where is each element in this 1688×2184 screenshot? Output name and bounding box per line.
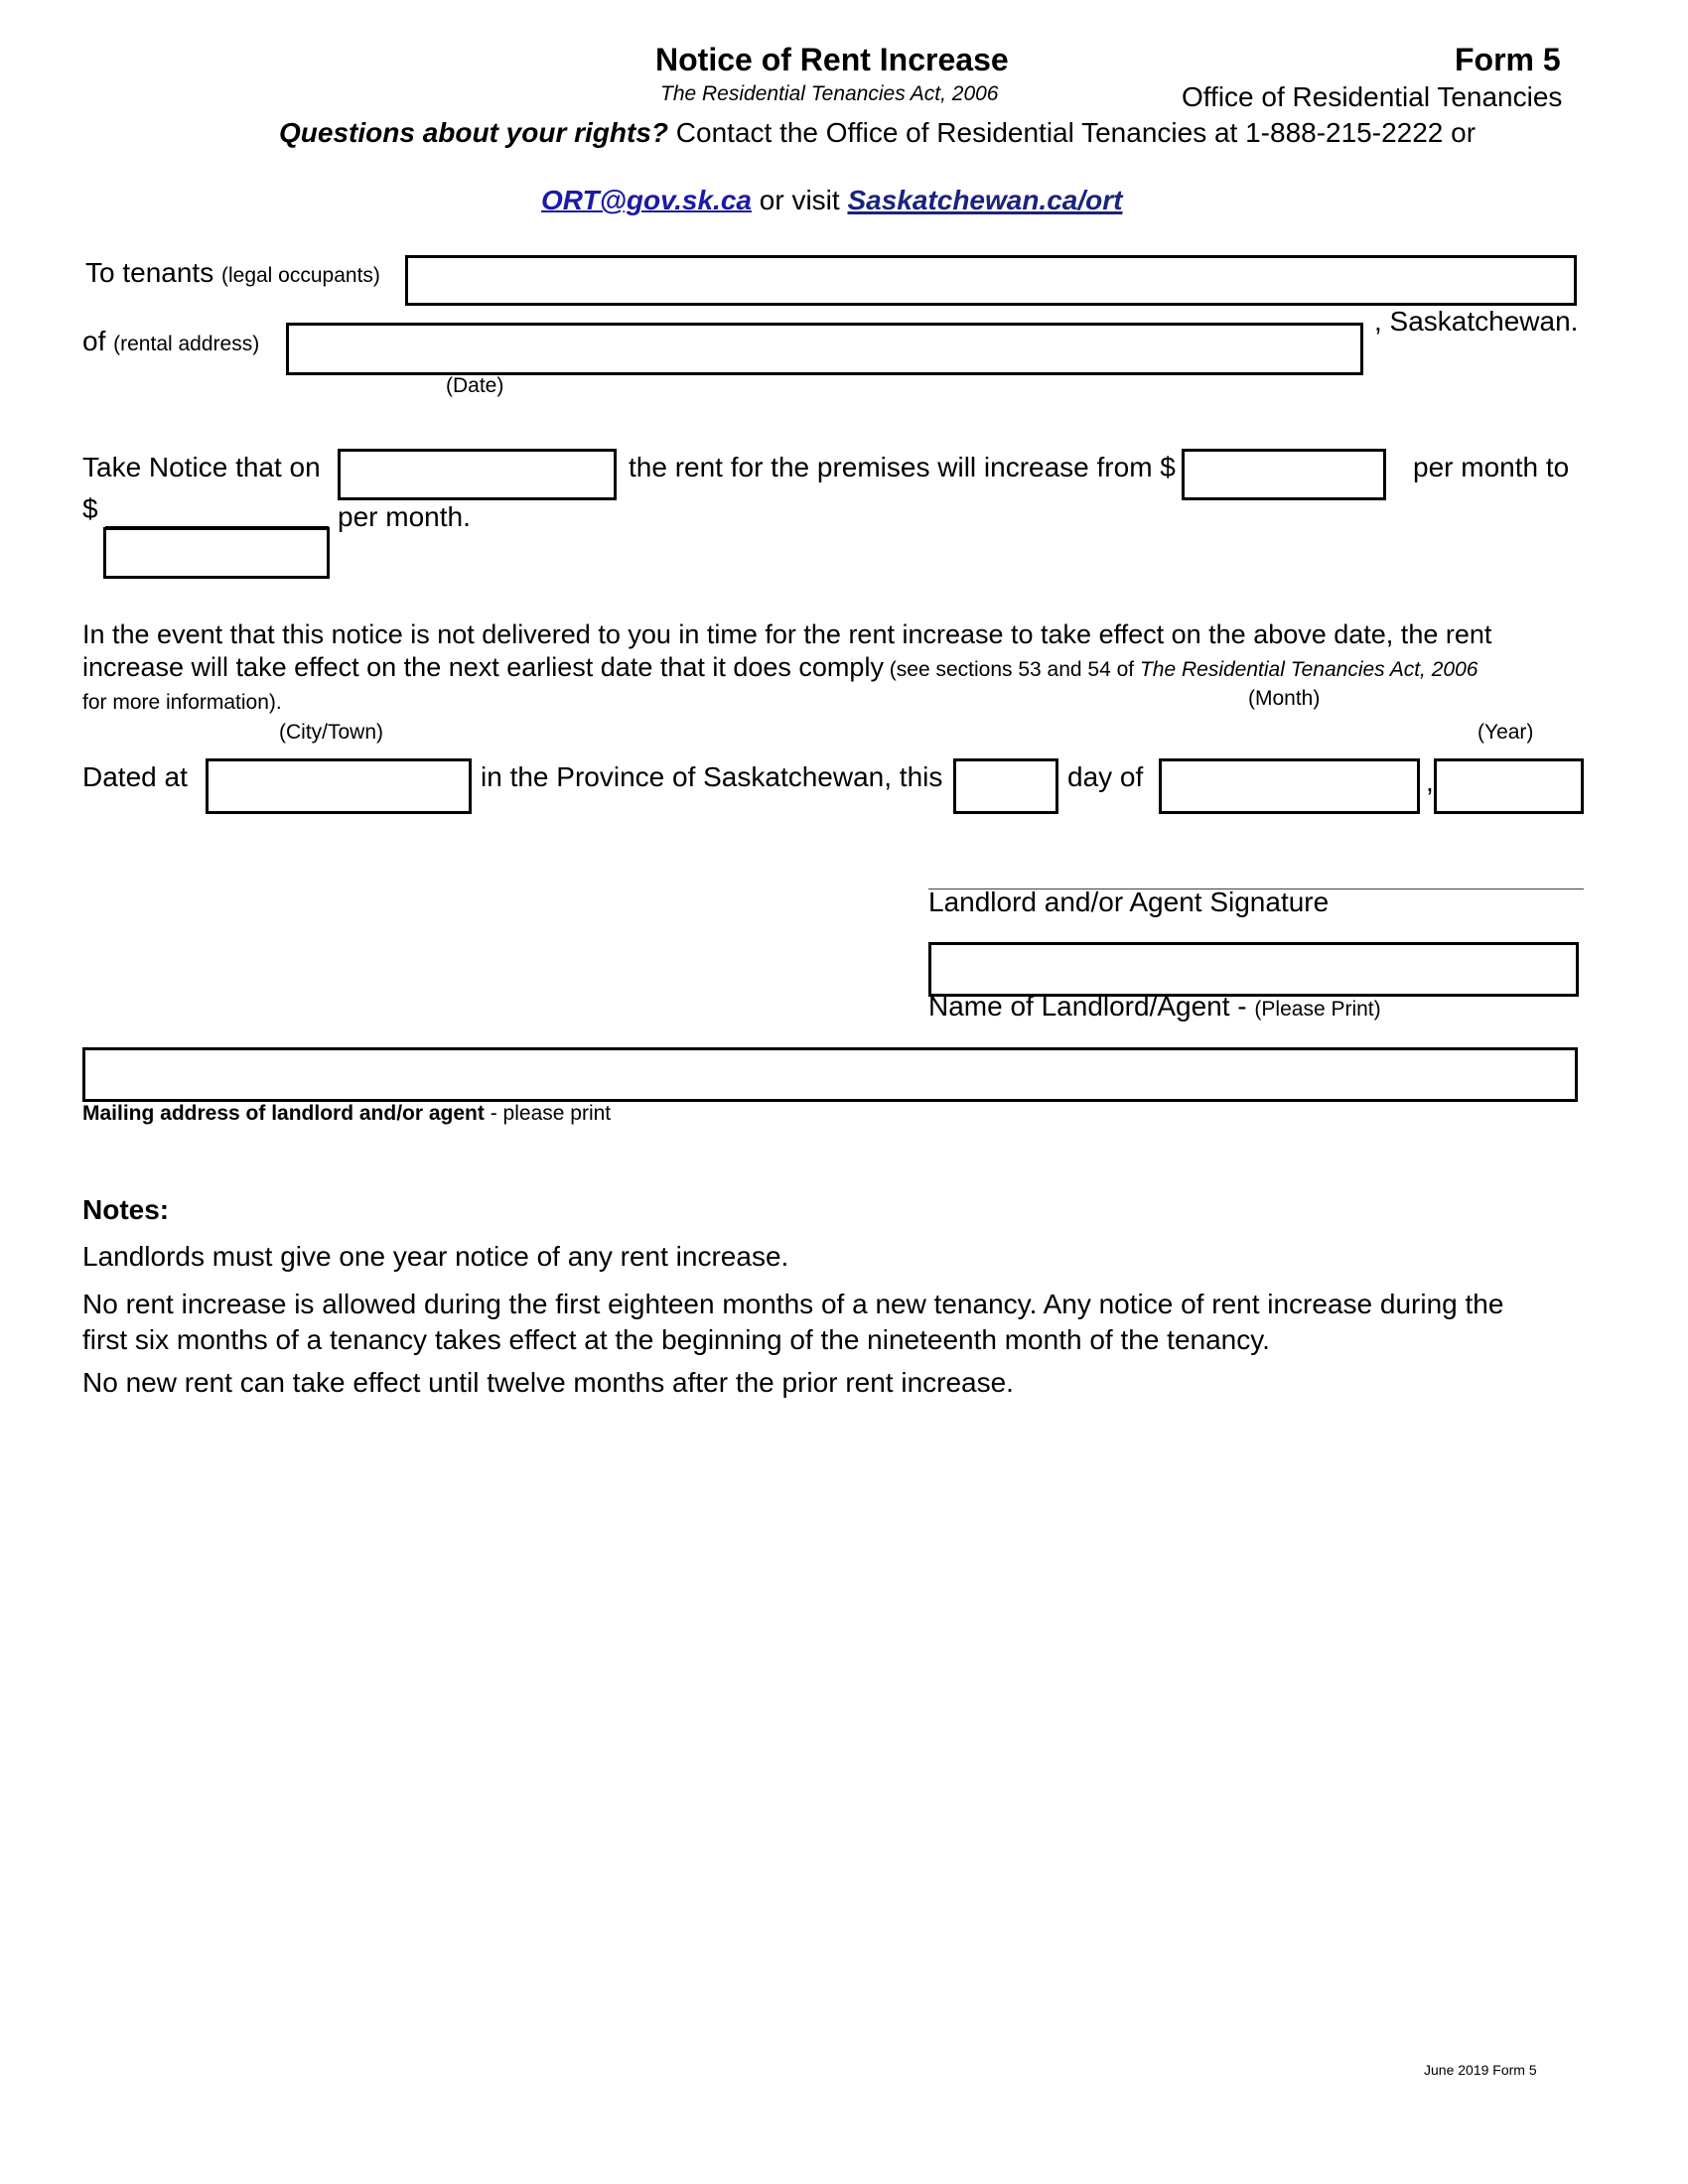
mailing-address-label-rest: - please print [484, 1102, 612, 1125]
event-line-2 [82, 652, 1477, 683]
note-2-line-1: No rent increase is allowed during the first eighteen months of a new tenancy. Any notice of rent increase during the [82, 1289, 1504, 1319]
mailing-address-label [82, 1102, 611, 1126]
month-caption: (Month) [1248, 687, 1321, 710]
event-line-1: In the event that this notice is not delivered to you in time for the rent increase to take effect on the above date, the rent [82, 619, 1492, 649]
or-visit-text: or visit [751, 185, 848, 215]
rental-address-field[interactable] [286, 323, 1363, 375]
dated-at-text: Dated at [82, 761, 188, 792]
new-rent-field[interactable] [103, 527, 330, 579]
form-number: Form 5 [1455, 42, 1561, 77]
take-notice-text: Take Notice that on [82, 452, 321, 482]
act-subtitle: The Residential Tenancies Act, 2006 [660, 82, 999, 105]
landlord-name-label-small: (Please Print) [1254, 998, 1381, 1021]
saskatchewan-suffix: , Saskatchewan. [1374, 306, 1579, 337]
per-month-to-text: per month to [1413, 452, 1570, 482]
footer-text: June 2019 Form 5 [1424, 2062, 1537, 2078]
note-3: No new rent can take effect until twelve months after the prior rent increase. [82, 1367, 1014, 1398]
mailing-address-field[interactable] [82, 1047, 1578, 1102]
tenants-field[interactable] [405, 255, 1577, 306]
email-link[interactable]: ORT@gov.sk.ca [541, 185, 752, 215]
tenants-label-small: (legal occupants) [220, 264, 380, 287]
landlord-name-label [928, 991, 1381, 1023]
month-field[interactable] [1159, 758, 1420, 814]
date-comma: , [1426, 766, 1434, 797]
website-link[interactable]: Saskatchewan.ca/ort [847, 185, 1123, 215]
event-line-2-main: increase will take effect on the next earliest date that it does comply [82, 652, 884, 682]
mailing-address-label-bold: Mailing address of landlord and/or agent [82, 1102, 485, 1125]
year-field[interactable] [1434, 758, 1584, 814]
city-field[interactable] [206, 758, 472, 814]
contact-links [541, 185, 1122, 216]
questions-text: Contact the Office of Residential Tenancies at 1-888-215-2222 or [668, 117, 1477, 148]
landlord-name-field[interactable] [928, 942, 1579, 997]
day-of-text: day of [1067, 761, 1144, 792]
rent-increase-text: the rent for the premises will increase from $ [629, 452, 1176, 482]
per-month-text: per month. [338, 501, 471, 532]
tenants-label [85, 257, 380, 289]
form-title: Notice of Rent Increase [655, 42, 1009, 77]
note-2-line-2: first six months of a tenancy takes effect at the beginning of the nineteenth month of the tenancy. [82, 1324, 1270, 1355]
note-1: Landlords must give one year notice of any rent increase. [82, 1241, 789, 1272]
year-caption: (Year) [1477, 721, 1534, 744]
tenants-label-main: To tenants [85, 257, 214, 288]
current-rent-field[interactable] [1182, 449, 1386, 500]
dollar-sign: $ [82, 493, 98, 524]
questions-line [279, 117, 1476, 149]
address-label [82, 326, 259, 357]
city-caption: (City/Town) [279, 721, 384, 744]
province-text: in the Province of Saskatchewan, this [481, 761, 943, 792]
date-caption: (Date) [446, 374, 504, 397]
office-name: Office of Residential Tenancies [1182, 81, 1563, 112]
increase-date-field[interactable] [338, 449, 617, 500]
event-line-2-small: (see sections 53 and 54 of [883, 658, 1140, 681]
notes-heading: Notes: [82, 1194, 170, 1225]
address-label-small: (rental address) [113, 333, 260, 355]
event-line-2-act: The Residential Tenancies Act, 2006 [1139, 658, 1478, 681]
questions-bold: Questions about your rights? [279, 117, 669, 148]
event-line-3: for more information). [82, 691, 282, 714]
address-label-main: of [82, 326, 106, 356]
day-field[interactable] [953, 758, 1058, 814]
signature-label: Landlord and/or Agent Signature [928, 887, 1330, 917]
landlord-name-label-main: Name of Landlord/Agent - [928, 991, 1255, 1022]
